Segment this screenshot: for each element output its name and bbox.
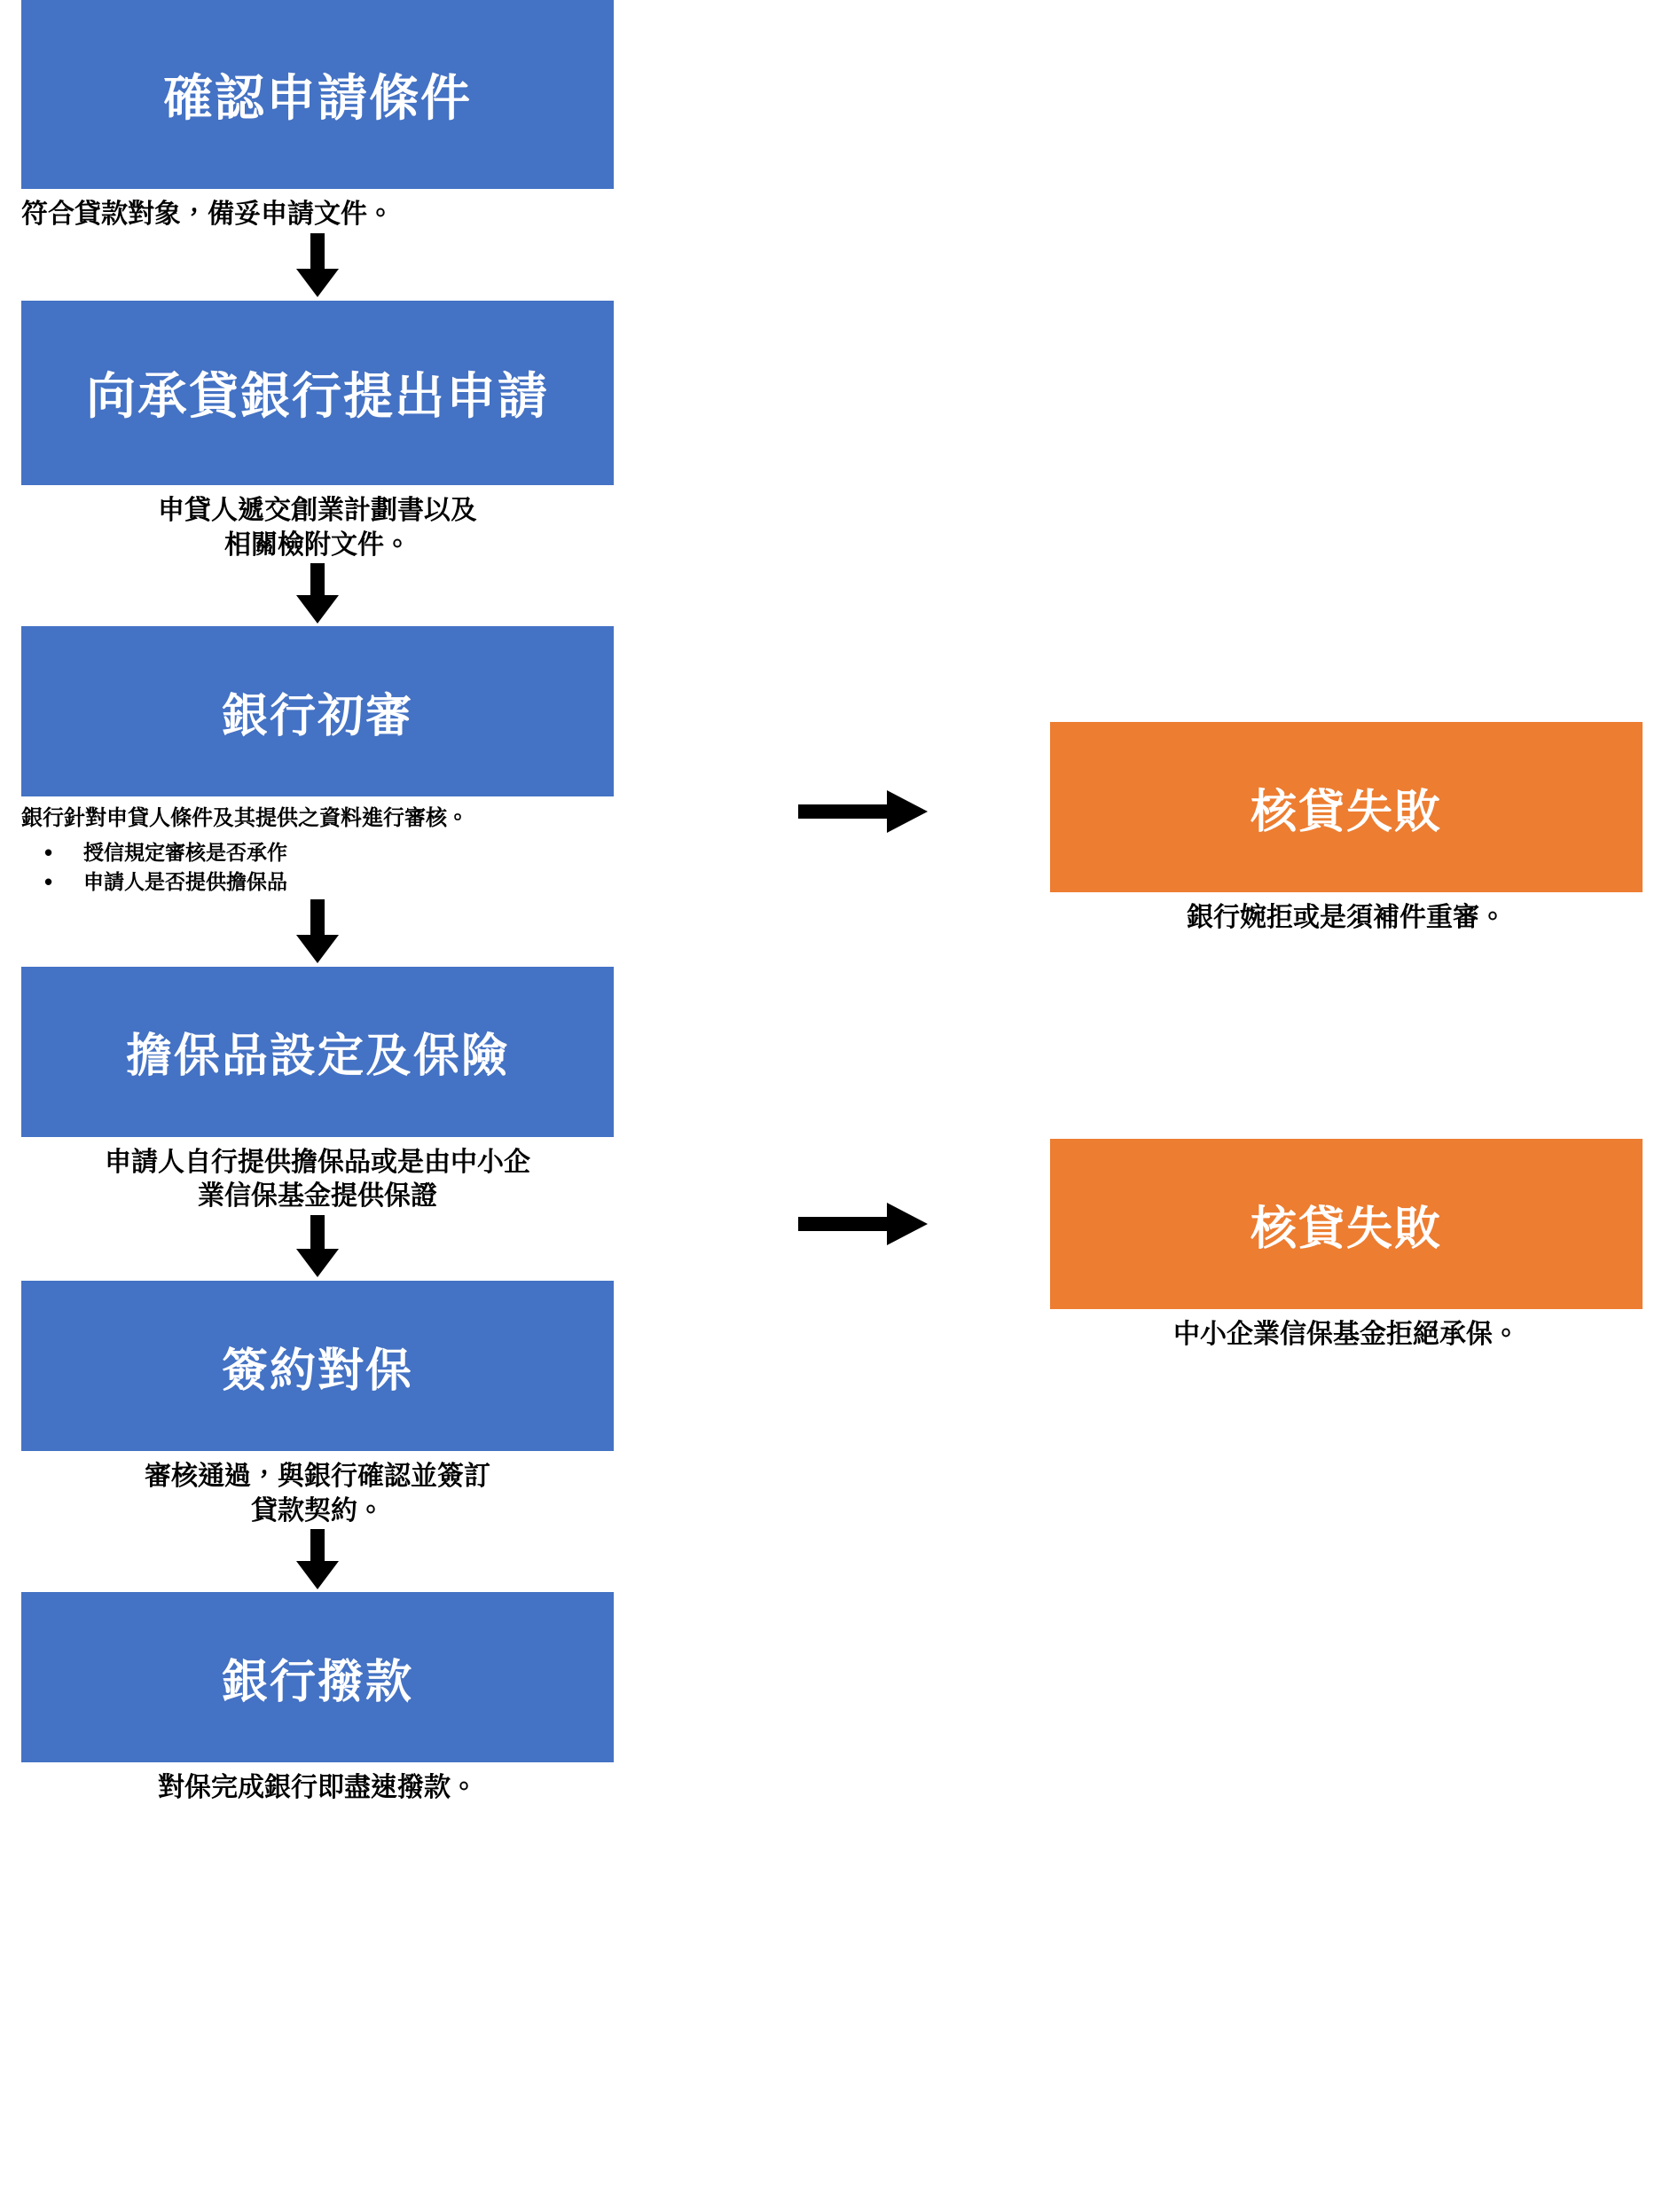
list-item: • 授信規定審核是否承作 [21, 838, 614, 867]
node-label: 確認申請條件 [163, 69, 472, 126]
caption-line: 銀行婉拒或是須補件重審。 [1187, 903, 1506, 932]
node-loan-failed-2[interactable] [1050, 1139, 1643, 1309]
node-confirm-conditions[interactable] [21, 0, 614, 189]
node-apply-to-bank[interactable] [21, 301, 614, 485]
caption-fail-1 [1050, 892, 1643, 935]
main-flow-column [21, 0, 614, 1806]
node-label: 擔保品設定及保險 [125, 1031, 509, 1083]
node-bank-disbursement[interactable] [21, 1592, 614, 1762]
caption-step-5 [21, 1451, 614, 1528]
node-collateral-and-insurance[interactable] [21, 967, 614, 1137]
node-label: 向承貸銀行提出申請 [86, 368, 549, 425]
arrow-step5-to-step6 [21, 1528, 614, 1592]
arrow-step2-to-step3 [21, 562, 614, 626]
node-label: 銀行初審 [221, 690, 413, 742]
list-item: • 申請人是否提供擔保品 [21, 867, 614, 897]
caption-line: 銀行針對申貸人條件及其提供之資料進行審核。 [21, 806, 468, 831]
caption-line-2: 貸款契約。 [251, 1495, 384, 1526]
caption-line: 中小企業信保基金拒絕承保。 [1173, 1320, 1519, 1349]
arrow-step4-to-fail2 [798, 1197, 931, 1251]
arrow-step1-to-step2 [21, 231, 614, 301]
node-bank-initial-review[interactable] [21, 626, 614, 796]
node-sign-contract[interactable] [21, 1281, 614, 1451]
arrow-step4-to-step5 [21, 1213, 614, 1281]
node-loan-failed-1[interactable] [1050, 722, 1643, 892]
caption-line: 對保完成銀行即盡速撥款。 [158, 1773, 477, 1803]
caption-line: 符合貸款對象，備妥申請文件。 [21, 200, 394, 229]
arrow-step3-to-fail1 [798, 785, 931, 838]
caption-fail-2 [1050, 1309, 1643, 1352]
node-label: 核貸失敗 [1250, 786, 1442, 838]
caption-line-1: 申貸人遞交創業計劃書以及 [158, 496, 477, 526]
caption-step-3 [21, 796, 614, 833]
node-label: 簽約對保 [221, 1345, 413, 1397]
bullet-list-step-3 [21, 838, 614, 898]
caption-line-1: 申請人自行提供擔保品或是由中小企 [105, 1147, 530, 1177]
fail-branch-2 [1050, 1139, 1643, 1352]
caption-line-1: 審核通過，與銀行確認並簽訂 [145, 1462, 490, 1492]
caption-step-1 [21, 189, 614, 231]
caption-line-2: 相關檢附文件。 [224, 529, 411, 560]
node-label: 核貸失敗 [1250, 1203, 1442, 1255]
caption-step-4 [21, 1137, 614, 1214]
node-label: 銀行撥款 [221, 1656, 413, 1708]
caption-line-2: 業信保基金提供保證 [198, 1181, 437, 1211]
caption-step-2 [21, 485, 614, 562]
arrow-step3-to-step4 [21, 898, 614, 967]
caption-step-6 [21, 1762, 614, 1805]
fail-branch-1 [1050, 722, 1643, 935]
